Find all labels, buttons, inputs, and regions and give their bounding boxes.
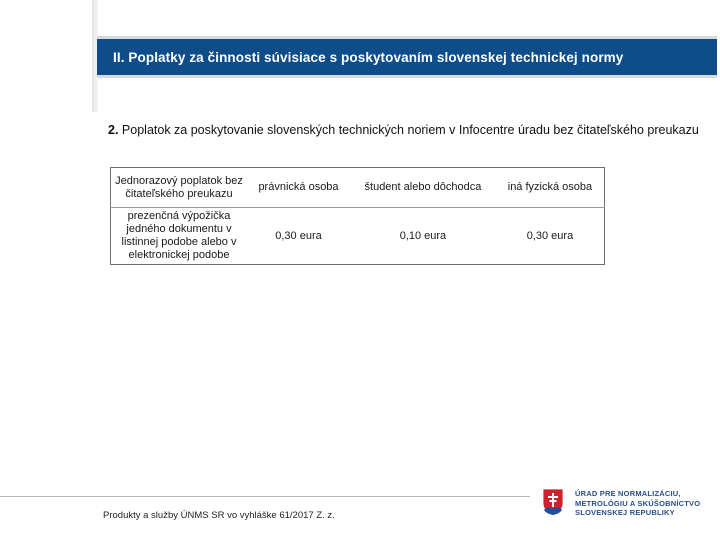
footer-divider: [0, 496, 530, 497]
fee-table: [110, 167, 605, 265]
price-other-person: 0,30 eura: [526, 229, 574, 242]
header-other-person: iná fyzická osoba: [496, 168, 605, 208]
price-legal-entity: 0,30 eura: [275, 229, 322, 242]
logo-line-3: SLOVENSKEJ REPUBLIKY: [575, 508, 675, 517]
coat-of-arms-icon: [542, 488, 564, 516]
logo-line-2: METROLÓGIU A SKÚŠOBNÍCTVO: [575, 498, 701, 508]
section-heading: [108, 122, 718, 138]
header-legal-entity: právnická osoba: [247, 168, 350, 208]
footer-caption: Produkty a služby ÚNMS SR vo vyhláške 61/2017 Z. z.: [103, 510, 335, 521]
page-title: II. Poplatky za činnosti súvisiace s poskytovaním slovenskej technickej normy: [113, 50, 624, 65]
table-header-row: [111, 168, 605, 208]
table-row: [111, 208, 605, 265]
logo-line-1: ÚRAD PRE NORMALIZÁCIU,: [575, 489, 681, 498]
title-band: [97, 36, 717, 78]
section-number: 2.: [108, 123, 119, 137]
header-student-pensioner: študent alebo dôchodca: [350, 168, 496, 208]
office-logo-text: [575, 489, 715, 518]
section-text: Poplatok za poskytovanie slovenských technických noriem v Infocentre úradu bez čitateľského preukazu: [121, 123, 699, 137]
price-student-pensioner: 0,10 eura: [399, 229, 447, 242]
header-fee-type: Jednorazový poplatok bez čitateľského preukazu: [111, 168, 248, 208]
row-label: prezenčná výpožička jedného dokumentu v listinnej podobe alebo v elektronickej podobe: [121, 210, 237, 261]
